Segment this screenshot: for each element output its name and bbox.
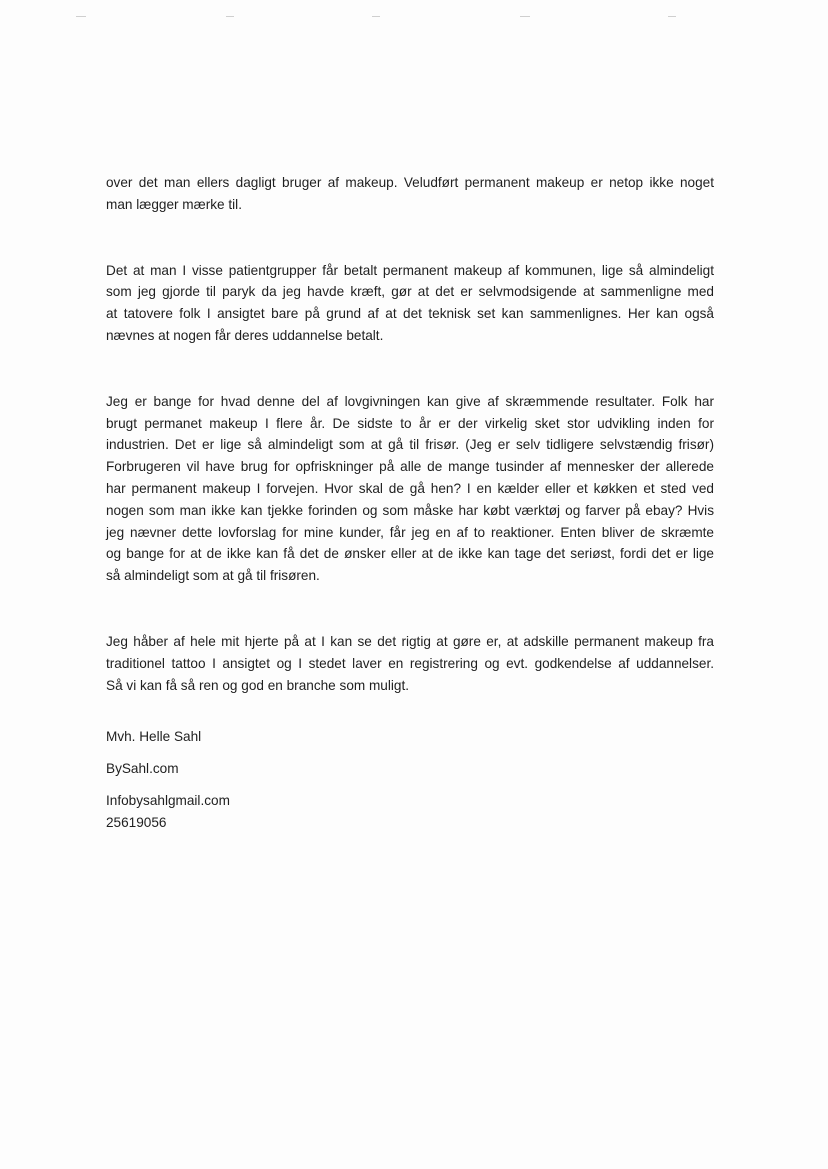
scan-artifact <box>76 16 86 17</box>
text-line: så almindeligt som at gå til frisøren. <box>106 568 320 584</box>
scan-artifact <box>668 16 676 17</box>
text-line: Det at man I visse patientgrupper får betalt permanent makeup af kommunen, lige så almindeligt <box>106 262 714 278</box>
text-line: nogen som man ikke kan tjekke forinden og som måske har købt værktøj og farver på ebay? Hvis <box>106 502 714 518</box>
scan-artifact <box>372 16 380 17</box>
text-line: man lægger mærke til. <box>106 196 242 212</box>
text-line: som jeg gjorde til paryk da jeg havde kræft, gør at det er selvmodsigende at sammenligne med <box>106 284 714 300</box>
text-line: brugt permanet makeup I flere år. De sidste to år er der virkelig sket stor udvikling inden for <box>106 415 714 431</box>
text-line: traditionel tattoo I ansigtet og I stedet laver en registrering og evt. godkendelse af uddannelser. <box>106 655 714 671</box>
text-line: jeg nævner dette lovforslag for mine kunder, får jeg en af to reaktioner. Enten bliver de skræmte <box>106 524 714 540</box>
closing-signature: Mvh. Helle Sahl <box>106 729 202 745</box>
text-line: har permanent makeup I forvejen. Hvor skal de gå hen? I en kælder eller et køkken et sted ved <box>106 480 714 496</box>
scan-artifact <box>226 16 234 17</box>
paragraph <box>106 391 714 587</box>
text-line: og bange for at de ikke kan få det de ønsker eller at de ikke kan tage det seriøst, fordi det er lige <box>106 546 714 562</box>
scan-artifact <box>520 16 530 17</box>
text-line: Så vi kan få så ren og god en branche som muligt. <box>106 677 410 693</box>
text-line: over det man ellers dagligt bruger af makeup. Veludført permanent makeup er netop ikke noget <box>106 175 714 190</box>
email-text: Infobysahlgmail.com <box>106 792 230 808</box>
paragraph <box>106 172 714 216</box>
letter-body <box>106 172 714 834</box>
signature-block <box>106 726 714 833</box>
paragraph <box>106 631 714 696</box>
text-line: Jeg er bange for hvad denne del af lovgivningen kan give af skræmmende resultater. Folk har <box>106 393 714 409</box>
text-line: Forbrugeren vil have brug for opfriskninger på alle de mange tusinder af mennesker der allerede <box>106 459 714 475</box>
text-line: at tatovere folk I ansigtet bare på grund af at det teknisk set kan sammenlignes. Her kan også <box>106 306 714 322</box>
phone-text: 25619056 <box>106 814 167 830</box>
text-line: Jeg håber af hele mit hjerte på at I kan se det rigtig at gøre er, at adskille permanent makeup fra <box>106 633 714 649</box>
paragraph <box>106 260 714 347</box>
text-line: industrien. Det er lige så almindeligt som at gå til frisør. (Jeg er selv tidligere selvstændig frisør) <box>106 437 714 453</box>
text-line: nævnes at nogen får deres uddannelse betalt. <box>106 327 384 343</box>
website-text: BySahl.com <box>106 761 179 777</box>
